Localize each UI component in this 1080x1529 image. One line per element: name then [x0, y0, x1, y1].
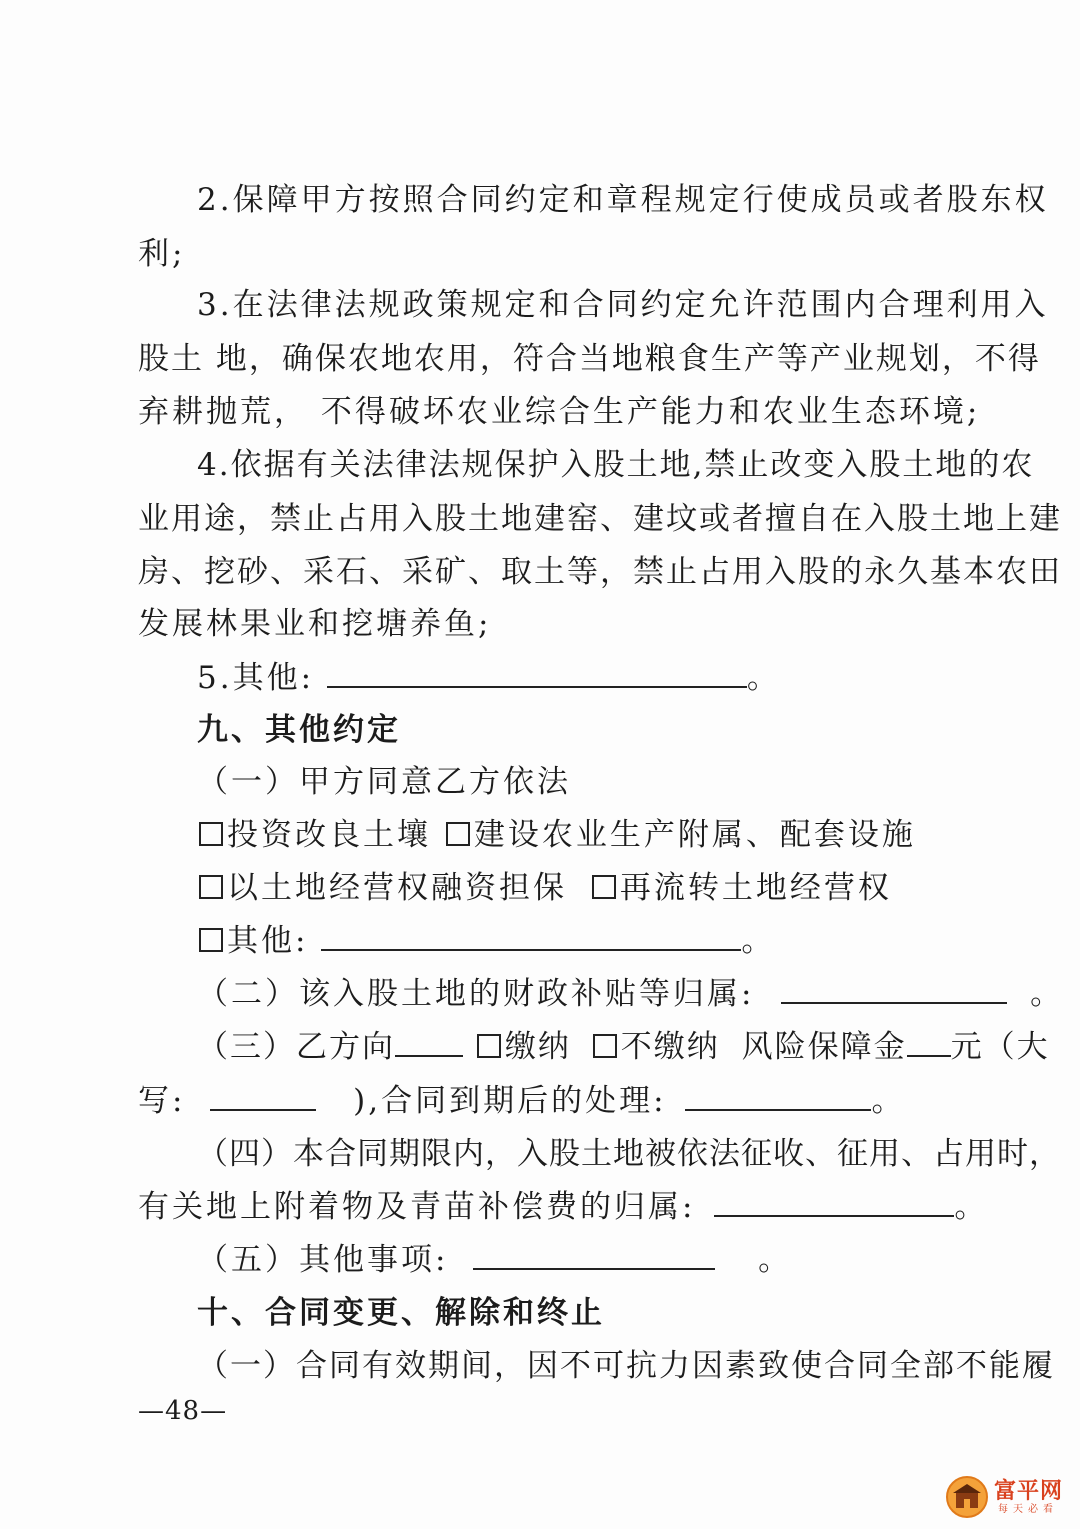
- checkbox-other[interactable]: [199, 928, 223, 952]
- clause-8-3-line-3: 弃耕抛荒， 不得破坏农业综合生产能力和农业生态环境;: [138, 394, 981, 430]
- compensation-blank[interactable]: [714, 1181, 954, 1217]
- watermark-slogan: 每天必看: [998, 1504, 1058, 1515]
- checkbox-no-pay[interactable]: [593, 1034, 617, 1058]
- section-9-3-line-1: [0, 1021, 1080, 1073]
- section-10-1-line-1: （一）合同有效期间，因不可抗力因素致使合同全部不能履: [197, 1348, 1055, 1384]
- recipient-blank[interactable]: [395, 1021, 463, 1057]
- section-9-3-text-a: （三）乙方向: [197, 1029, 395, 1065]
- period: 。: [758, 1242, 793, 1278]
- checkbox-re-transfer[interactable]: [592, 875, 616, 899]
- subsidy-blank[interactable]: [781, 968, 1007, 1004]
- clause-8-3-line-2: 股土 地，确保农地农用，符合当地粮食生产等产业规划，不得: [138, 341, 1041, 377]
- section-9-3-text-c: 元（大: [950, 1029, 1050, 1065]
- checkbox-pay[interactable]: [477, 1034, 501, 1058]
- expiry-handling-blank[interactable]: [685, 1075, 871, 1111]
- amount-blank[interactable]: [907, 1021, 951, 1057]
- section-9-3-line-2: [0, 1075, 1080, 1127]
- checkbox-improve-soil[interactable]: [199, 822, 223, 846]
- section-9-5-text: （五）其他事项:: [197, 1242, 449, 1278]
- watermark-name: 富平网: [994, 1479, 1064, 1504]
- section-9-1-options-row-2: [0, 862, 1080, 914]
- other-matters-blank[interactable]: [473, 1234, 715, 1270]
- section-9-4-text: 有关地上附着物及青苗补偿费的归属:: [138, 1189, 696, 1225]
- clause-8-5: [0, 652, 1080, 704]
- period: 。: [746, 660, 781, 696]
- checkbox-build-facilities[interactable]: [446, 822, 470, 846]
- option-financing-guarantee: 以土地经营权融资担保: [227, 870, 567, 906]
- clause-8-5-label: 5.其他:: [197, 660, 315, 696]
- section-9-1-intro: （一）甲方同意乙方依法: [197, 764, 571, 800]
- section-9-3-text-b: 风险保障金: [741, 1029, 907, 1065]
- section-9-3-text-e: ),合同到期后的处理:: [353, 1083, 667, 1119]
- clause-8-3-line-1: 3.在法律法规政策规定和合同约定允许范围内合理利用入: [197, 287, 1049, 323]
- period: 。: [871, 1083, 906, 1119]
- clause-8-5-blank[interactable]: [327, 652, 747, 688]
- period: 。: [1030, 976, 1065, 1012]
- section-9-heading: 九、其他约定: [197, 712, 401, 748]
- page-number: —48—: [138, 1396, 228, 1426]
- option-build-facilities: 建设农业生产附属、配套设施: [473, 817, 916, 853]
- section-9-4-line-2: [0, 1181, 1080, 1233]
- section-9-2: [0, 968, 1080, 1020]
- section-9-3-text-d: 写:: [138, 1083, 186, 1119]
- section-9-5: [0, 1234, 1080, 1286]
- option-improve-soil: 投资改良土壤: [227, 817, 431, 853]
- option-other-label: 其他:: [227, 923, 309, 959]
- clause-8-4-line-4: 发展林果业和挖塘养鱼;: [138, 606, 492, 642]
- watermark-logo: [946, 1476, 1066, 1520]
- section-9-1-options-row-1: [0, 809, 1080, 861]
- clause-8-4-line-1: 4.依据有关法律法规保护入股土地,禁止改变入股土地的农: [197, 447, 1035, 483]
- section-9-2-text: （二）该入股土地的财政补贴等归属:: [197, 976, 755, 1012]
- option-other-blank[interactable]: [321, 915, 741, 951]
- clause-8-4-line-2: 业用途，禁止占用入股土地建窑、建坟或者擅自在入股土地上建: [138, 501, 1062, 537]
- period: 。: [954, 1189, 989, 1225]
- building-icon: [946, 1476, 988, 1518]
- clause-8-2-line-1: 2.保障甲方按照合同约定和章程规定行使成员或者股东权: [197, 182, 1049, 218]
- period: 。: [741, 923, 776, 959]
- checkbox-financing-guarantee[interactable]: [199, 875, 223, 899]
- section-9-1-other: [0, 915, 1080, 967]
- clause-8-2-line-2: 利;: [138, 236, 186, 272]
- option-pay: 缴纳: [504, 1029, 571, 1065]
- section-9-4-line-1: （四）本合同期限内，入股土地被依法征收、征用、占用时，: [197, 1136, 1061, 1172]
- option-no-pay: 不缴纳: [620, 1029, 720, 1065]
- amount-in-words-blank[interactable]: [210, 1075, 316, 1111]
- section-10-heading: 十、合同变更、解除和终止: [197, 1295, 605, 1331]
- clause-8-4-line-3: 房、挖砂、采石、采矿、取土等，禁止占用入股的永久基本农田: [138, 554, 1062, 590]
- option-re-transfer: 再流转土地经营权: [619, 870, 892, 906]
